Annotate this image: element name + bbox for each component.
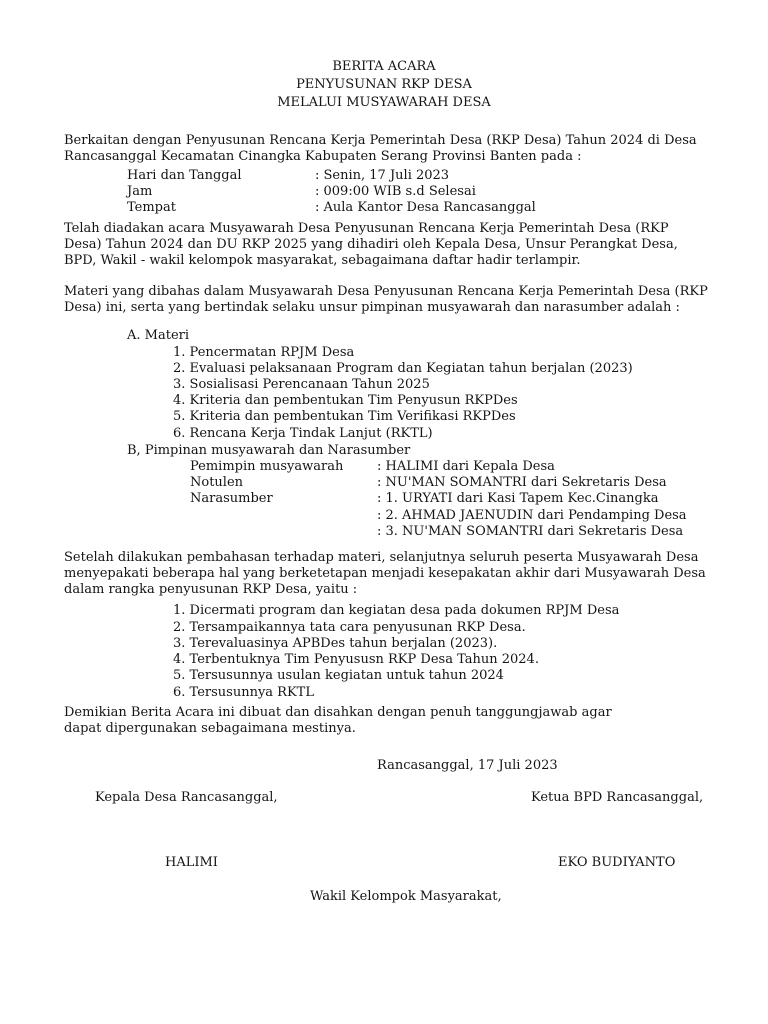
agreement-item: 6. Tersusunnya RKTL: [173, 685, 314, 700]
section-a-heading: A. Materi: [127, 328, 190, 343]
section-b-label: Narasumber: [190, 491, 273, 506]
document-title-line-1: BERITA ACARA: [332, 59, 436, 74]
schedule-value-time: : 009:00 WIB s.d Selesai: [315, 184, 476, 199]
section-b-label: Notulen: [190, 475, 244, 490]
agreement-item: 1. Dicermati program dan kegiatan desa pada dokumen RPJM Desa: [173, 603, 620, 618]
section-a-item: 2. Evaluasi pelaksanaan Program dan Kegiatan tahun berjalan (2023): [173, 361, 633, 376]
signature-bottom-title: Wakil Kelompok Masyarakat,: [310, 889, 502, 904]
schedule-value-place: : Aula Kantor Desa Rancasanggal: [315, 200, 536, 215]
closing-line-2: dapat dipergunakan sebagaimana mestinya.: [64, 721, 356, 736]
intro-line-1: Berkaitan dengan Penyusunan Rencana Kerja Pemerintah Desa (RKP Desa) Tahun 2024 di Desa: [64, 133, 697, 148]
para3-line-2: menyepakati beberapa hal yang berketetapan menjadi kesepakatan akhir dari Musyawarah Desa: [64, 566, 706, 581]
schedule-label-date: Hari dan Tanggal: [127, 168, 242, 183]
para2-line-2: Desa) ini, serta yang bertindak selaku unsur pimpinan musyawarah dan narasumber adalah :: [64, 300, 680, 315]
para1-line-1: Telah diadakan acara Musyawarah Desa Penyusunan Rencana Kerja Pemerintah Desa (RKP: [64, 221, 669, 236]
section-b-label: Pemimpin musyawarah: [190, 459, 344, 474]
section-b-value: : 3. NU'MAN SOMANTRI dari Sekretaris Desa: [377, 524, 684, 539]
schedule-label-place: Tempat: [127, 200, 176, 215]
signature-right-title: Ketua BPD Rancasanggal,: [531, 790, 704, 805]
agreement-item: 5. Tersusunnya usulan kegiatan untuk tahun 2024: [173, 668, 504, 683]
schedule-label-time: Jam: [127, 184, 153, 199]
section-b-value: : 1. URYATI dari Kasi Tapem Kec.Cinangka: [377, 491, 659, 506]
agreement-item: 2. Tersampaikannya tata cara penyusunan RKP Desa.: [173, 620, 526, 635]
section-a-item: 4. Kriteria dan pembentukan Tim Penyusun RKPDes: [173, 393, 518, 408]
schedule-value-date: : Senin, 17 Juli 2023: [315, 168, 450, 183]
closing-line-1: Demikian Berita Acara ini dibuat dan disahkan dengan penuh tanggungjawab agar: [64, 705, 612, 720]
document-title-line-2: PENYUSUNAN RKP DESA: [296, 77, 472, 92]
para1-line-2: Desa) Tahun 2024 dan DU RKP 2025 yang dihadiri oleh Kepala Desa, Unsur Perangkat Desa,: [64, 237, 678, 252]
signature-right-name: EKO BUDIYANTO: [558, 855, 676, 870]
section-a-item: 5. Kriteria dan pembentukan Tim Verifikasi RKPDes: [173, 409, 516, 424]
section-b-heading: B, Pimpinan musyawarah dan Narasumber: [127, 443, 411, 458]
para3-line-1: Setelah dilakukan pembahasan terhadap materi, selanjutnya seluruh peserta Musyawarah Desa: [64, 550, 699, 565]
section-a-item: 3. Sosialisasi Perencanaan Tahun 2025: [173, 377, 430, 392]
para1-line-3: BPD, Wakil - wakil kelompok masyarakat, sebagaimana daftar hadir terlampir.: [64, 253, 581, 268]
para2-line-1: Materi yang dibahas dalam Musyawarah Desa Penyusunan Rencana Kerja Pemerintah Desa (RKP: [64, 284, 708, 299]
place-date: Rancasanggal, 17 Juli 2023: [377, 758, 558, 773]
intro-line-2: Rancasanggal Kecamatan Cinangka Kabupaten Serang Provinsi Banten pada :: [64, 149, 582, 164]
section-b-value: : 2. AHMAD JAENUDIN dari Pendamping Desa: [377, 508, 687, 523]
section-a-item: 6. Rencana Kerja Tindak Lanjut (RKTL): [173, 426, 433, 441]
signature-left-name: HALIMI: [165, 855, 218, 870]
signature-left-title: Kepala Desa Rancasanggal,: [95, 790, 278, 805]
agreement-item: 4. Terbentuknya Tim Penyususn RKP Desa Tahun 2024.: [173, 652, 539, 667]
document-title-line-3: MELALUI MUSYAWARAH DESA: [277, 95, 491, 110]
agreement-item: 3. Terevaluasinya APBDes tahun berjalan (2023).: [173, 636, 498, 651]
para3-line-3: dalam rangka penyusunan RKP Desa, yaitu :: [64, 582, 358, 597]
section-a-item: 1. Pencermatan RPJM Desa: [173, 345, 355, 360]
section-b-value: : NU'MAN SOMANTRI dari Sekretaris Desa: [377, 475, 667, 490]
section-b-value: : HALIMI dari Kepala Desa: [377, 459, 555, 474]
